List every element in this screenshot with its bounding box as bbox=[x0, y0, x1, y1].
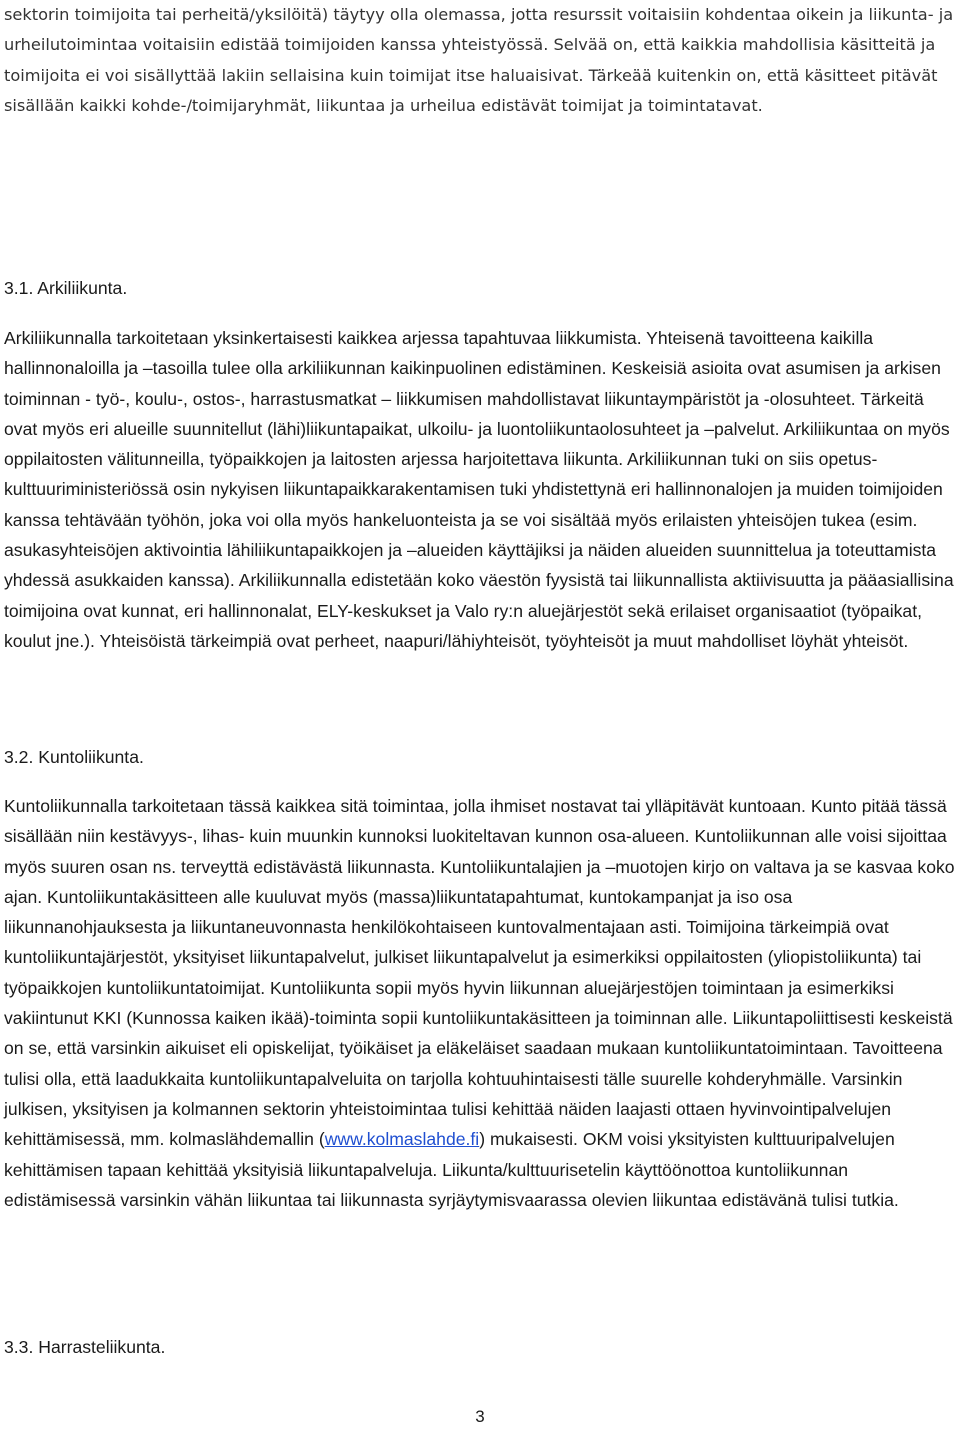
section-heading-harrasteliikunta: 3.3. Harrasteliikunta. bbox=[4, 1337, 166, 1357]
page-number: 3 bbox=[475, 1407, 485, 1426]
section-heading-kuntoliikunta: 3.2. Kuntoliikunta. bbox=[4, 747, 144, 767]
paragraph-arkiliikunta: Arkiliikunnalla tarkoitetaan yksinkertaisesti kaikkea arjessa tapahtuvaa liikkumista. Yhteisenä tavoitteena kaikilla hallinnonaloilla ja –tasoilla tulee olla arkiliikunnan kaikinpuolinen edistäminen. Keskeisiä asioita ovat asumisen ja arkisen toiminnan - työ-, koulu-, ostos-, harrastusmatkat – liikkumisen mahdollistavat liikuntaympäristöt ja -olosuhteet. Tärkeitä ovat myös eri alueille suunnitellut (lähi)liikuntapaikat, ulkoilu- ja luontoliikuntaolosuhteet ja –palvelut. Arkiliikuntaa on myös oppilaitosten välitunneilla, työpaikkojen ja laitosten arjessa harjoitettava liikunta. Arkiliikunnan tuki on siis opetus- kulttuuriministeriössä osin nykyisen liikuntapaikkarakentamisen tuki yhdistettynä eri hallinnonalojen ja muiden toimijoiden kanssa tehtävään työhön, joka voi olla myös hankeluonteista ja se voi sisältää myös erilaisten yhteisöjen tukea (esim. asukasyhteisöjen aktivointia lähiliikuntapaikkojen ja –alueiden käyttäjiksi ja näiden alueiden suunnittelua ja toteuttamista yhdessä asukkaiden kanssa). Arkiliikunnalla edistetään koko väestön fyysistä tai liikunnallista aktiivisuutta ja pääasiallisina toimijoina ovat kunnat, eri hallinnonalat, ELY-keskukset ja Valo ry:n aluejärjestöt sekä erilaiset organisaatiot (työpaikat, koulut jne.). Yhteisöistä tärkeimpiä ovat perheet, naapuri/lähiyhteisöt, työyhteisöt ja muut mahdolliset löyhät yhteisöt. bbox=[4, 328, 954, 651]
intro-paragraph: sektorin toimijoita tai perheitä/yksilöitä) täytyy olla olemassa, jotta resurssit voitaisiin kohdentaa oikein ja liikunta- ja urheilutoimintaa voitaisiin edistää toimijoiden kanssa yhteistyössä. Selvää on, että kaikkia mahdollisia käsitteitä ja toimijoita ei voi sisällyttää lakiin sellaisina kuin toimijat itse haluaisivat. Tärkeää kuitenkin on, että käsitteet pitävät sisällään kaikki kohde-/toimijaryhmät, liikuntaa ja urheilua edistävät toimijat ja toimintatavat. bbox=[4, 5, 954, 116]
paragraph-kuntoliikunta-text-2: ) mukaisesti. OKM voisi yksityisten kulttuuripalvelujen kehittämisen tapaan kehittää yksityisiä liikuntapalveluja. Liikunta/kulttuurisetelin käyttöönottoa kuntoliikunnan edistämisessä varsinkin vähän liikuntaa tai liikunnasta syrjäytymisvaarassa olevien liikuntaa edistävänä tulisi tutkia. bbox=[4, 1129, 899, 1210]
paragraph-kuntoliikunta bbox=[4, 791, 956, 1215]
paragraph-kuntoliikunta-text-1: Kuntoliikunnalla tarkoitetaan tässä kaikkea sitä toimintaa, jolla ihmiset nostavat tai ylläpitävät kuntoaan. Kunto pitää tässä sisällään niin kestävyys-, lihas- kuin muunkin kunnoksi luokiteltavan kunnon osa-alueen. Kuntoliikunnan alle voisi sijoittaa myös suuren osan ns. terveyttä edistävästä liikunnasta. Kuntoliikuntalajien ja –muotojen kirjo on valtava ja se kasvaa koko ajan. Kuntoliikuntakäsitteen alle kuuluvat myös (massa)liikuntatapahtumat, kuntokampanjat ja iso osa liikunnanohjauksesta ja liikuntaneuvonnasta henkilökohtaiseen kuntovalmentajaan asti. Toimijoina tärkeimpiä ovat kuntoliikuntajärjestöt, yksityiset liikuntapalvelut, julkiset liikuntapalvelut ja esimerkiksi oppilaitosten (yliopistoliikunta) tai työpaikkojen kuntoliikuntatoimijat. Kuntoliikunta sopii myös hyvin liikunnan aluejärjestöjen toimintaan ja esimerkiksi vakiintunut KKI (Kunnossa kaiken ikää)-toiminta sopii kuntoliikuntakäsitteen ja toiminnan alle. Liikuntapoliittisesti keskeistä on se, että varsinkin aikuiset eli opiskelijat, työikäiset ja eläkeläiset saadaan mukaan kuntoliikuntatoimintaan. Tavoitteena tulisi olla, että laadukkaita kuntoliikuntapalveluita on tarjolla kohtuuhintaisesti tälle suurelle kohderyhmälle. Varsinkin julkisen, yksityisen ja kolmannen sektorin yhteistoimintaa tulisi kehittää näiden laajasti ottaen hyvinvointipalvelujen kehittämisessä, mm. kolmaslähdemallin ( bbox=[4, 796, 955, 1150]
section-heading-arkiliikunta: 3.1. Arkiliikunta. bbox=[4, 278, 128, 298]
kolmaslahde-link[interactable]: www.kolmaslahde.fi bbox=[324, 1129, 480, 1150]
